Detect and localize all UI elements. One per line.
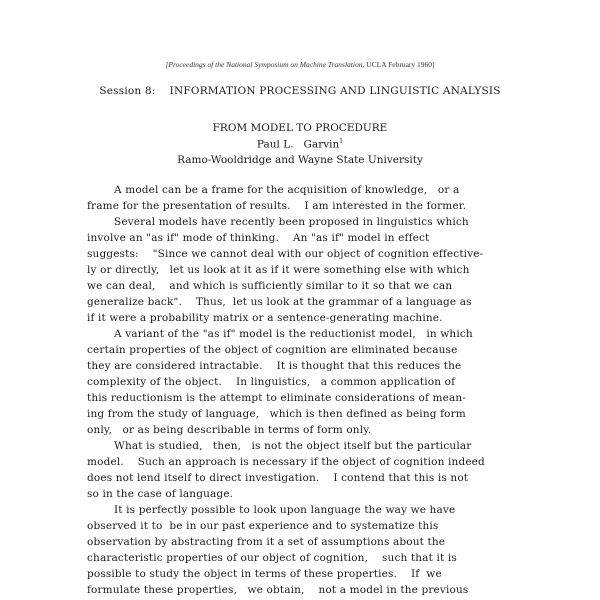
body-line: we can deal, and which is sufficiently similar to it so that we can — [87, 280, 453, 292]
body-line: ly or directly, let us look at it as if it were something else with which — [87, 264, 470, 276]
body-line: certain properties of the object of cognition are eliminated because — [87, 344, 458, 356]
author-footnote-marker: 1 — [339, 138, 344, 145]
body-line: It is perfectly possible to look upon language the way we have — [114, 504, 456, 516]
proceedings-note-italic: [Proceedings of the National Symposium on Machine Translation, — [165, 60, 365, 69]
author-name: Paul L. Garvin — [256, 138, 340, 151]
body-line: they are considered intractable. It is thought that this reduces the — [87, 360, 462, 372]
body-line: observation by abstracting from it a set of assumptions about the — [87, 536, 446, 548]
body-line: observed it to be in our past experience and to systematize this — [87, 520, 439, 532]
body-line: What is studied, then, is not the object itself but the particular — [114, 440, 472, 452]
body-line: if it were a probability matrix or a sentence-generating machine. — [87, 312, 443, 324]
body-line: characteristic properties of our object of cognition, such that it is — [87, 552, 457, 564]
paper-title: FROM MODEL TO PROCEDURE — [212, 122, 388, 134]
body-line: possible to study the object in terms of these properties. If we — [87, 568, 442, 580]
body-line: involve an "as if" mode of thinking. An "as if" model in effect — [87, 232, 430, 244]
body-line: suggests: "Since we cannot deal with our object of cognition effective- — [87, 248, 484, 260]
body-line: A variant of the "as if" model is the reductionist model, in which — [114, 328, 473, 340]
body-line: Several models have recently been proposed in linguistics which — [114, 216, 469, 228]
body-line: generalize back". Thus, let us look at the grammar of a language as — [87, 296, 472, 308]
paper-affiliation: Ramo-Wooldridge and Wayne State University — [177, 154, 423, 166]
proceedings-note — [0, 60, 600, 69]
body-line: does not lend itself to direct investigation. I contend that this is not — [87, 472, 469, 484]
body-line: this reductionism is the attempt to eliminate considerations of mean- — [87, 392, 466, 404]
paper-author — [0, 138, 600, 151]
body-line: so in the case of language. — [87, 488, 234, 500]
body-line: ing from the study of language, which is then defined as being form — [87, 408, 466, 420]
body-line: complexity of the object. In linguistics, a common application of — [87, 376, 456, 388]
body-line: model. Such an approach is necessary if the object of cognition indeed — [87, 456, 485, 468]
body-line: formulate these properties, we obtain, not a model in the previous — [87, 584, 469, 596]
proceedings-note-rest: UCLA February 1960] — [364, 60, 435, 69]
body-line: frame for the presentation of results. I am interested in the former. — [87, 200, 467, 212]
body-line: only, or as being describable in terms of form only. — [87, 424, 372, 436]
session-heading: Session 8: INFORMATION PROCESSING AND LINGUISTIC ANALYSIS — [99, 85, 501, 97]
body-line: A model can be a frame for the acquisition of knowledge, or a — [114, 184, 460, 196]
